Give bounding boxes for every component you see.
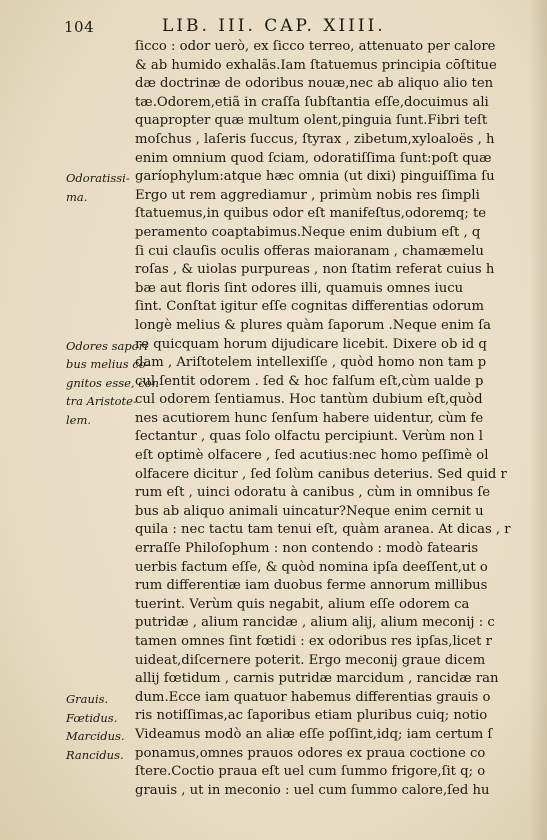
text-line: tamen omnes ſint fœtidi : ex odoribus res ipſas,licet r: [135, 634, 492, 649]
text-line: ſicco : odor uerò, ex ſicco terreo, attenuato per calore: [135, 39, 496, 54]
text-line: garíophylum:atque hæc omnia (ut dixi) pinguiſſima ſu: [135, 169, 495, 185]
text-line: uerbis factum eſſe, & quòd nomina ipſa deeſſent,ut o: [135, 559, 488, 575]
text-line: allij fœtidum , carnis putridæ marcidum , rancidæ ran: [135, 671, 499, 687]
margin-note-odores-sapori: Odores sapori: [66, 338, 148, 353]
text-line: longè melius & plures quàm ſaporum .Neque enim ſa: [135, 317, 491, 333]
margin-note-rancidus: Rancidus.: [66, 747, 124, 762]
text-line: tæ.Odorem,etiã in craſſa ſubſtantia eſſe,docuimus ali: [135, 94, 489, 110]
margin-note-odores-sapori: bus melius co-: [66, 357, 150, 372]
margin-note-odores-sapori: gnitos esse, con: [66, 375, 160, 390]
text-line: grauis , ut in meconio : uel cum ſummo calore,ſed hu: [135, 782, 490, 798]
text-line: erraſſe Philoſophum : non contendo : modò fatearis: [135, 541, 479, 557]
text-line: eſt optimè olfacere , ſed acutius:nec homo peſſimè ol: [135, 448, 489, 464]
text-line: quapropter quæ multum olent,pinguia ſunt.Fibri teſt: [135, 113, 488, 129]
text-line: ſtatuemus,in quibus odor eſt manifeſtus,odoremq; te: [135, 206, 487, 222]
text-line: putridæ , alium rancidæ , alium alij, alium meconij : c: [135, 615, 495, 631]
text-line: peramento coaptabimus.Neque enim dubium eſt , q: [135, 224, 481, 240]
text-line: Ergo ut rem aggrediamur , primùm nobis res ſimpli: [135, 187, 480, 203]
page-number: 104: [64, 18, 95, 36]
text-line: ponamus,omnes prauos odores ex praua coctione co: [135, 745, 486, 761]
text-line: re quicquam horum dijudicare licebit. Dixere ob id q: [135, 336, 487, 352]
text-line: ris notiſſimas,ac ſaporibus etiam pluribus cuiq; notio: [135, 708, 488, 724]
text-line: rum differentiæ iam duobus ferme annorum millibus: [135, 578, 488, 594]
text-line: bus ab aliquo animali uincatur?Neque enim cernit u: [135, 503, 484, 519]
text-line: dam , Ariſtotelem intellexiſſe , quòd homo non tam p: [135, 355, 487, 371]
text-line: bæ aut floris ſint odores illi, quamuis omnes iucu: [135, 280, 464, 296]
text-line: cul odorem ſentiamus. Hoc tantùm dubium eſt,quòd: [135, 392, 483, 408]
text-line: dæ doctrinæ de odoribus nouæ,nec ab aliquo alio ten: [135, 76, 494, 92]
margin-note-odoratissima: ma.: [66, 189, 88, 204]
text-line: nes acutiorem hunc ſenſum habere uidentur, cùm fe: [135, 410, 484, 426]
text-line: tuerint. Verùm quis negabit, alium eſſe odorem ca: [135, 596, 470, 612]
body-text: [135, 38, 547, 800]
text-line: cul ſentit odorem . ſed & hoc falſum eſt,cùm ualde p: [135, 373, 484, 389]
text-line: ſint. Conſtat igitur eſſe cognitas differentias odorum: [135, 299, 485, 315]
running-head: LIB. III. CAP. XIIII.: [162, 16, 386, 36]
margin-note-odoratissima: Odoratissi-: [66, 171, 130, 186]
margin-note-grauis: Grauis.: [66, 692, 109, 706]
text-line: dum.Ecce iam quatuor habemus differentias grauis o: [135, 689, 491, 705]
text-line: rum eſt , uinci odoratu à canibus , cùm in omnibus ſe: [135, 485, 491, 501]
text-line: olfacere dicitur , ſed ſolùm canibus deterius. Sed quid r: [135, 466, 507, 482]
text-line: uideat,diſcernere poterit. Ergo meconij graue dicem: [135, 652, 486, 668]
text-line: ſi cui clauſis oculis offeras maioranam , chamæmelu: [135, 243, 484, 259]
text-line: ſectantur , quas ſolo olfactu percipiunt. Verùm non l: [135, 429, 484, 445]
margin-note-odores-sapori: tra Aristote-: [66, 394, 137, 409]
text-line: ſtere.Coctio praua eſt uel cum ſummo frigore,ſit q; o: [135, 764, 486, 780]
text-line: & ab humido exhalãs.Iam ſtatuemus principia cōſtitue: [135, 57, 497, 73]
text-line: roſas , & uiolas purpureas , non ſtatim referat cuius h: [135, 262, 495, 278]
page-header: [0, 12, 547, 38]
margin-note-odores-sapori: lem.: [66, 413, 92, 427]
margin-note-marcidus: Marcidus.: [66, 729, 125, 744]
text-line: moſchus , laſeris ſuccus, ſtyrax , zibetum,xyloaloës , h: [135, 131, 495, 147]
text-line: Videamus modò an aliæ eſſe poſſint,idq; iam certum ſ: [135, 726, 493, 742]
text-line: quila : nec tactu tam tenui eſt, quàm aranea. At dicas , r: [135, 522, 511, 538]
text-line: enim omnium quod ſciam, odoratiſſima ſunt:poſt quæ: [135, 150, 492, 166]
margin-note-foetidus: Fœtidus.: [66, 710, 118, 725]
